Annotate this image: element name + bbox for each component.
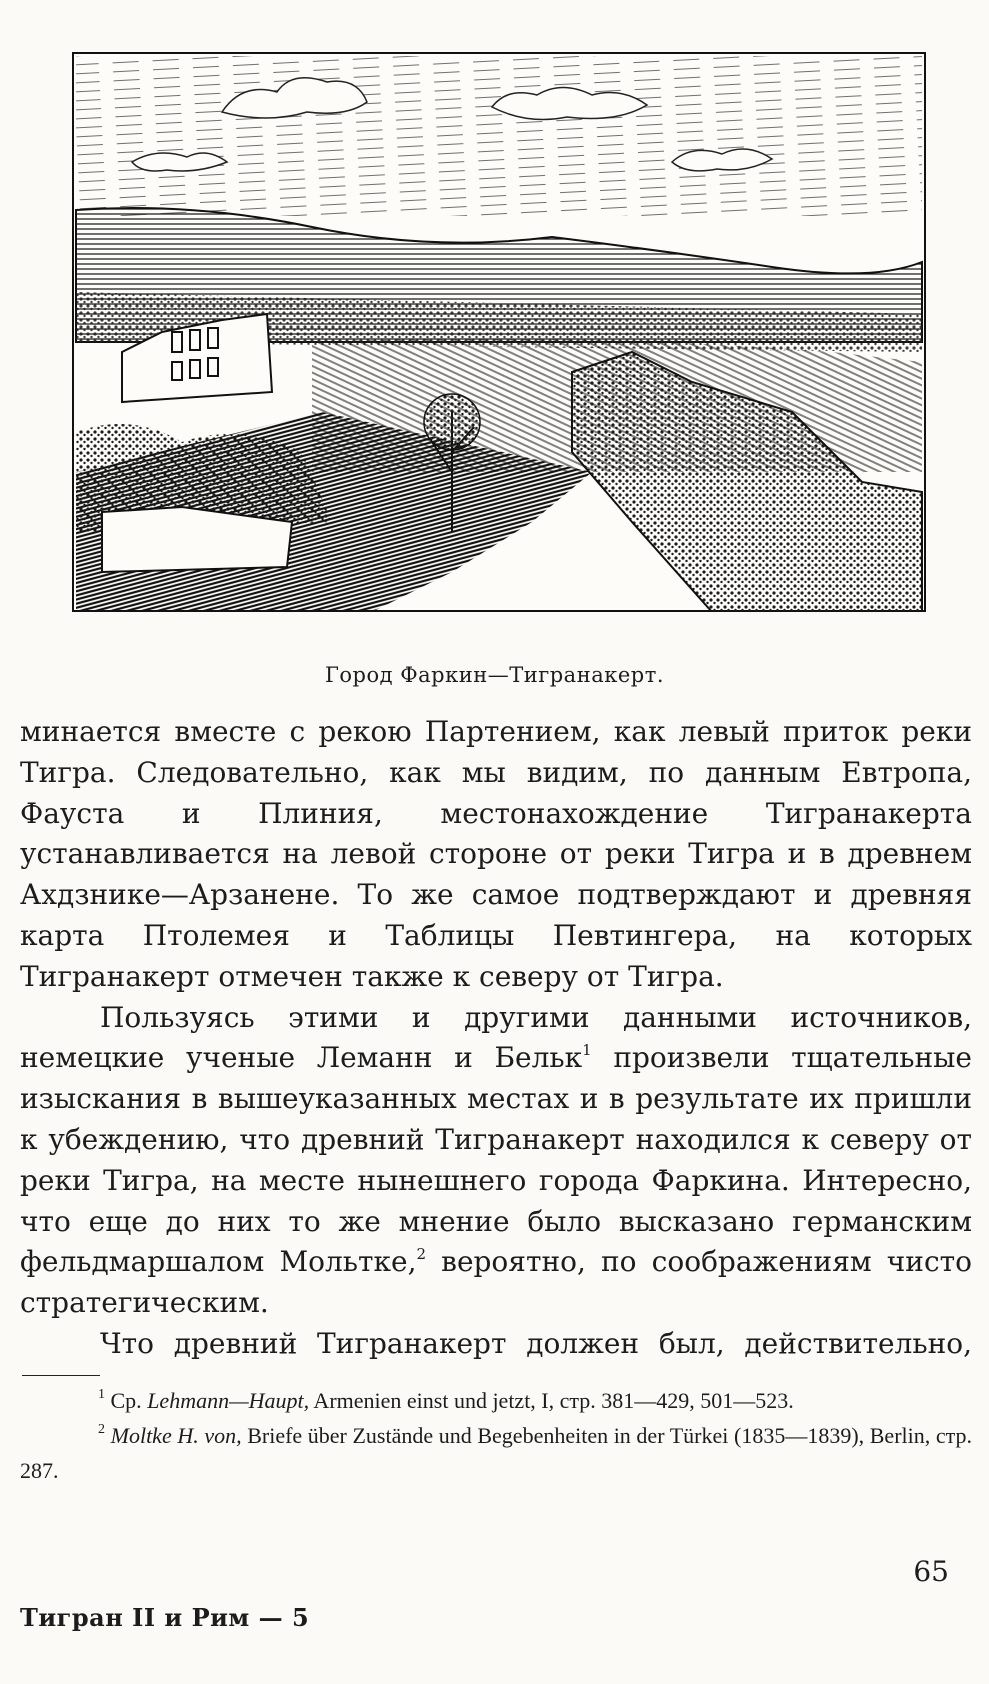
- footnote-2-text: Briefe über Zustände und Begebenheiten in der Türkei (1835—1839), Berlin, стр. 287.: [20, 1423, 973, 1483]
- running-foot: Тигран II и Рим — 5: [20, 1603, 310, 1632]
- main-text: [20, 712, 972, 1365]
- footnote-rule: [22, 1375, 100, 1376]
- footnote-2-marker: 2: [98, 1421, 105, 1437]
- illustration-farkin: [72, 52, 926, 612]
- footnote-1-prefix: Ср.: [105, 1388, 148, 1413]
- footnote-1-author: Lehmann—Haupt,: [147, 1388, 310, 1413]
- footnotes: [20, 1383, 972, 1488]
- footnote-2-author: Moltke H. von,: [110, 1423, 242, 1448]
- paragraph-2-part-b: произвели тщательные изыскания в вышеуказанных местах и в результате их пришли к убеждению, что древний Тигранакерт находился к северу от реки Тигра, на месте нынешнего города Фаркина. Интересно, что еще до них то же мнение было высказано германским фельдмаршалом Мольтке,: [20, 1041, 972, 1279]
- footnote-ref-2: 2: [416, 1245, 427, 1264]
- footnote-1: [20, 1383, 972, 1418]
- paragraph-2: [20, 998, 972, 1324]
- paragraph-3: Что древний Тигранакерт должен был, действительно,: [100, 1326, 972, 1360]
- footnote-2: [20, 1418, 972, 1488]
- paragraph-2-part-a: Пользуясь этими и другими данными источников, немецкие ученые Леманн и Бельк: [20, 1000, 972, 1075]
- footnote-1-text: Armenien einst und jetzt, I, стр. 381—429, 501—523.: [309, 1388, 794, 1413]
- figure-caption: Город Фаркин—Тигранакерт.: [324, 663, 665, 687]
- paragraph-1: минается вместе с рекою Партением, как левый приток реки Тигра. Следовательно, как мы видим, по данным Евтропа, Фауста и Плиния, местонахождение Тигранакерта устанавливается на левой стороне от реки Тигра и в древнем Ахдзнике—Арзанене. То же самое подтверждают и древняя карта Птолемея и Таблицы Певтингера, на которых Тигранакерт отмечен также к северу от Тигра.: [20, 715, 972, 993]
- footnote-1-marker: 1: [98, 1386, 105, 1402]
- page-number: 65: [913, 1555, 949, 1588]
- footnote-ref-1: 1: [582, 1041, 592, 1060]
- engraving-image: [72, 52, 926, 612]
- paragraph-2-part-c: вероятно, по соображениям чисто стратегическим.: [20, 1245, 972, 1320]
